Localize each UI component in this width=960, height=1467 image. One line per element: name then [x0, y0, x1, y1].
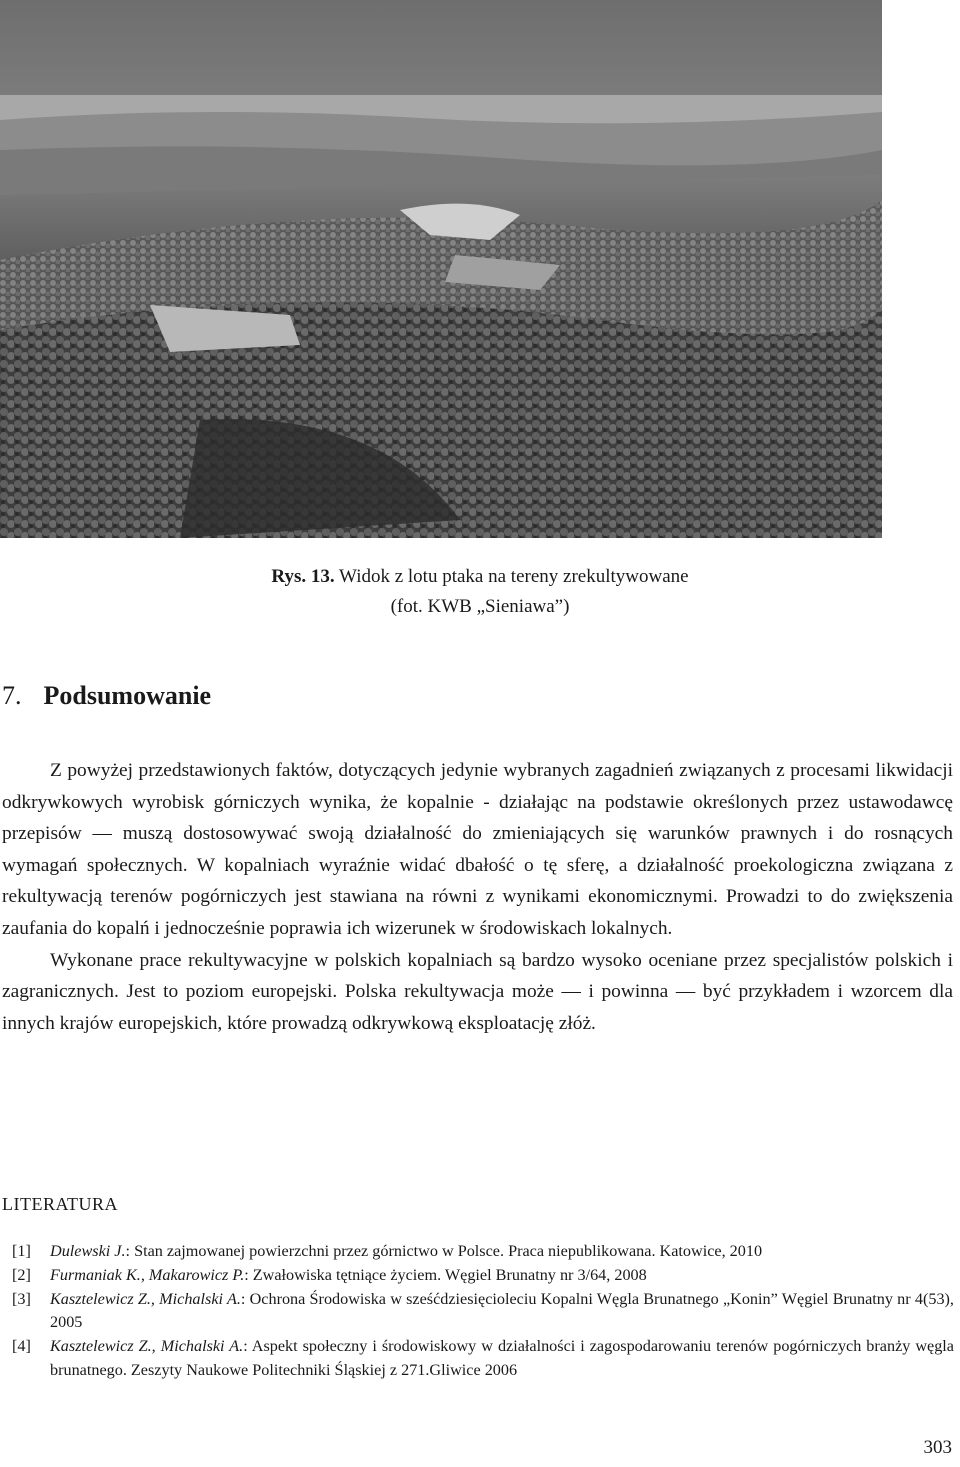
summary-body — [2, 755, 953, 1039]
reference-authors: Dulewski J. — [50, 1242, 126, 1260]
aerial-photo — [0, 0, 882, 538]
reference-text — [50, 1335, 954, 1383]
reference-list — [12, 1240, 954, 1383]
section-heading — [2, 676, 211, 716]
reference-title: : Stan zajmowanej powierzchni przez górnictwo w Polsce. Praca niepublikowana. Katowice, 2010 — [125, 1242, 763, 1260]
reference-index: [1] — [12, 1242, 31, 1260]
reference-text — [50, 1264, 954, 1288]
reference-text — [50, 1240, 954, 1264]
section-number: 7. — [2, 681, 22, 710]
caption-label: Rys. 13. — [271, 566, 335, 587]
reference-text — [50, 1288, 954, 1336]
reference-title: : Ochrona Środowiska w sześćdziesięcioleciu Kopalni Węgla Brunatnego „Konin” Węgiel Brunatny nr 4(53), 2005 — [50, 1289, 954, 1332]
reference-authors: Kasztelewicz Z., Michalski A. — [50, 1337, 244, 1356]
reference-item — [12, 1240, 954, 1264]
page-number: 303 — [923, 1437, 952, 1458]
reference-index: [3] — [12, 1289, 31, 1308]
reference-item — [12, 1264, 954, 1288]
reference-title: : Zwałowiska tętniące życiem. Węgiel Brunatny nr 3/64, 2008 — [244, 1265, 647, 1284]
reference-title: : Aspekt społeczny i środowiskowy w działalności i zagospodarowaniu terenów pogórniczych branży węgla brunatnego. Zeszyty Naukowe Politechniki Śląskiej z 271.Gliwice 2006 — [50, 1337, 954, 1379]
reference-item — [12, 1288, 954, 1336]
paragraph: Z powyżej przedstawionych faktów, dotyczących jedynie wybranych zagadnień związanych z procesami likwidacji odkrywkowych wyrobisk górniczych wynika, że kopalnie - działając na podstawie określonych przez ustawodawcę przepisów — muszą dostosowywać swoją działalność do zmieniających się warunków prawnych i do rosnących wymagań społecznych. W kopalniach wyraźnie widać dbałość o tę sferę, a działalność proekologiczna związana z rekultywacją terenów pogórniczych jest stawiana na równi z wynikami ekonomicznymi. Prowadzi to do zwiększenia zaufania do kopalń i jednocześnie poprawia ich wizerunek w środowiskach lokalnych. — [2, 760, 953, 939]
reference-authors: Kasztelewicz Z., Michalski A. — [50, 1289, 241, 1308]
paragraph: Wykonane prace rekultywacyjne w polskich kopalniach są bardzo wysoko oceniane przez specjalistów polskich i zagranicznych. Jest to poziom europejski. Polska rekultywacja może — i powinna — być przykładem i wzorcem dla innych krajów europejskich, które prowadzą odkrywkową eksploatację złóż. — [2, 949, 953, 1034]
reference-index: [2] — [12, 1265, 31, 1284]
reference-item — [12, 1335, 954, 1383]
section-title: Podsumowanie — [43, 681, 212, 710]
literature-heading: LITERATURA — [2, 1194, 118, 1214]
figure-caption — [0, 562, 960, 622]
aerial-landscape-image — [0, 0, 882, 538]
reference-authors: Furmaniak K., Makarowicz P. — [50, 1265, 245, 1284]
caption-line-1: Widok z lotu ptaka na tereny zrekultywowane — [334, 566, 689, 587]
caption-line-2: (fot. KWB „Sieniawa”) — [390, 596, 570, 617]
reference-index: [4] — [12, 1337, 31, 1356]
